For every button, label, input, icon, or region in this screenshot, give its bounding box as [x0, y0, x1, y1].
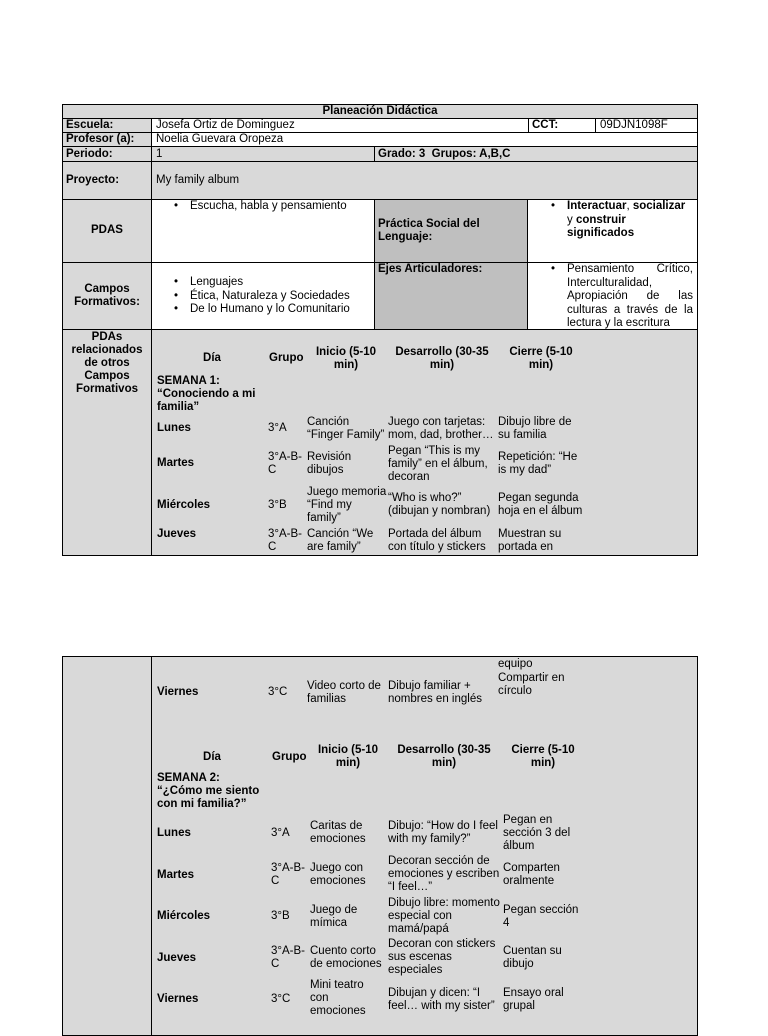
- row-inicio: Juego memoria “Find my family”: [307, 486, 387, 524]
- row-desarrollo: Juego con tarjetas: mom, dad, brother…: [388, 416, 494, 441]
- pdas-label: PDAS: [91, 224, 123, 236]
- header-grupo: Grupo: [272, 751, 307, 763]
- practica-item-part2: ,: [626, 200, 633, 212]
- row-dia: Viernes: [157, 993, 199, 1005]
- row-inicio: Revisión dibujos: [307, 451, 352, 476]
- row-desarrollo: “Who is who?” (dibujan y nombran): [388, 492, 491, 517]
- periodo-label: Periodo:: [66, 148, 113, 160]
- periodo-value-cell: [151, 146, 375, 162]
- row-inicio: Mini teatro con emociones: [310, 979, 366, 1017]
- header-grupo: Grupo: [269, 352, 304, 364]
- row-desarrollo: Pegan “This is my family” en el álbum, decoran: [388, 445, 488, 483]
- row-cierre: Comparten oralmente: [503, 862, 560, 887]
- row-grupo: 3°B: [271, 910, 290, 922]
- row-cierre: Muestran su portada en: [498, 528, 562, 553]
- header-dia: Día: [203, 751, 221, 763]
- row-grupo: 3°C: [271, 993, 291, 1005]
- row-inicio: Juego de mímica: [310, 904, 358, 929]
- escuela-label: Escuela:: [66, 119, 114, 131]
- row-dia: Jueves: [157, 528, 197, 540]
- week2-title: SEMANA 2: “¿Cómo me siento con mi familia?”: [157, 772, 260, 810]
- profesor-label: Profesor (a):: [66, 133, 135, 145]
- header-inicio: Inicio (5-10 min): [317, 744, 379, 769]
- row-inicio: Video corto de familias: [307, 680, 381, 705]
- row-desarrollo: Decoran con stickers sus escenas especiales: [388, 938, 496, 976]
- row-cierre: Cuentan su dibujo: [503, 945, 562, 970]
- practica-list: [547, 200, 693, 241]
- header-desarrollo: Desarrollo (30-35 min): [395, 346, 489, 371]
- row-desarrollo: Decoran sección de emociones y escriben “I feel…”: [388, 855, 500, 893]
- row-grupo: 3°A-B-C: [271, 862, 305, 887]
- row-desarrollo: Dibujo libre: momento especial con mamá/papá: [388, 897, 500, 935]
- campos-item: • Lenguajes: [170, 276, 370, 290]
- practica-item-part1: Interactuar: [567, 200, 627, 212]
- pdas-relacionados-label: PDAs relacionados de otros Campos Formativos: [71, 331, 143, 395]
- row-grupo: 3°A-B-C: [271, 945, 305, 970]
- row-cierre: Compartir en círculo: [498, 672, 565, 697]
- campos-label: Campos Formativos:: [74, 283, 140, 308]
- row-inicio: Caritas de emociones: [310, 820, 366, 845]
- row-dia: Lunes: [157, 422, 191, 434]
- row-dia: Martes: [157, 869, 195, 881]
- ejes-list: [547, 263, 693, 331]
- header-cierre: Cierre (5-10 min): [509, 346, 573, 371]
- header-dia: Día: [203, 352, 221, 364]
- row-cierre: Pegan en sección 3 del álbum: [503, 814, 571, 852]
- row-cierre: Repetición: “He is my dad”: [498, 451, 578, 476]
- escuela-value: Josefa Ortiz de Dominguez: [156, 119, 295, 131]
- row-inicio: Juego con emociones: [310, 862, 366, 887]
- row-inicio: Cuento corto de emociones: [310, 945, 382, 970]
- row-cierre: Ensayo oral grupal: [503, 987, 564, 1012]
- row-dia: Miércoles: [157, 499, 211, 511]
- row-cierre: Pegan segunda hoja en el álbum: [498, 492, 583, 517]
- row-dia: Jueves: [157, 952, 197, 964]
- profesor-value: Noelia Guevara Oropeza: [156, 133, 284, 145]
- row-cierre: Pegan sección 4: [503, 904, 579, 929]
- cct-label: CCT:: [532, 119, 559, 131]
- row-desarrollo: Dibujo: “How do I feel with my family?”: [388, 820, 498, 845]
- row-dia: Viernes: [157, 686, 199, 698]
- row-desarrollo: Dibujan y dicen: “I feel… with my sister”: [388, 987, 495, 1012]
- practica-item: [547, 200, 693, 241]
- row-grupo: 3°C: [268, 686, 288, 698]
- cct-value: 09DJN1098F: [600, 119, 668, 131]
- row-grupo: 3°A: [271, 827, 290, 839]
- practica-label: Práctica Social del Lenguaje:: [378, 218, 480, 243]
- row-grupo: 3°B: [268, 499, 287, 511]
- row-dia: Martes: [157, 457, 195, 469]
- ejes-label: Ejes Articuladores:: [378, 263, 483, 275]
- ejes-item: • Pensamiento Crítico, Interculturalidad, Apropiación de las culturas a través de la lectura y la escritura: [547, 263, 693, 331]
- row-grupo: 3°A: [268, 422, 287, 434]
- header-cierre: Cierre (5-10 min): [511, 744, 575, 769]
- row-grupo: 3°A-B-C: [268, 451, 302, 476]
- practica-item-part3: socializar: [632, 200, 686, 212]
- row-grupo: 3°A-B-C: [268, 528, 302, 553]
- page2-left-cell: [62, 656, 152, 1036]
- header-inicio: Inicio (5-10 min): [315, 346, 377, 371]
- row-desarrollo: Portada del álbum con título y stickers: [388, 528, 486, 553]
- schedule-cell-week2: [151, 656, 698, 1036]
- week1-title: SEMANA 1: “Conociendo a mi familia”: [157, 375, 256, 413]
- row-desarrollo: Dibujo familiar + nombres en inglés: [388, 680, 482, 705]
- proyecto-value: My family album: [156, 174, 240, 186]
- row-cierre: Dibujo libre de su familia: [498, 416, 572, 441]
- pdas-list: [170, 200, 370, 214]
- document-title: Planeación Didáctica: [322, 105, 438, 117]
- practica-item-part5: construir significados: [567, 213, 635, 239]
- row-dia: Miércoles: [157, 910, 211, 922]
- proyecto-label: Proyecto:: [66, 174, 120, 186]
- campos-item: • Ética, Naturaleza y Sociedades: [170, 290, 370, 304]
- row-dia: Lunes: [157, 827, 191, 839]
- row-inicio: Canción “Finger Family”: [307, 416, 385, 441]
- continued-cierre-text: equipo: [498, 658, 533, 670]
- practica-item-part4: y: [567, 213, 576, 226]
- campos-list: [170, 276, 370, 317]
- header-desarrollo: Desarrollo (30-35 min): [397, 744, 491, 769]
- row-inicio: Canción “We are family”: [307, 528, 374, 553]
- grado-grupos: Grado: 3 Grupos: A,B,C: [378, 148, 511, 160]
- periodo-value: 1: [156, 148, 163, 160]
- pdas-item: • Escucha, habla y pensamiento: [170, 200, 370, 214]
- campos-item: • De lo Humano y lo Comunitario: [170, 303, 370, 317]
